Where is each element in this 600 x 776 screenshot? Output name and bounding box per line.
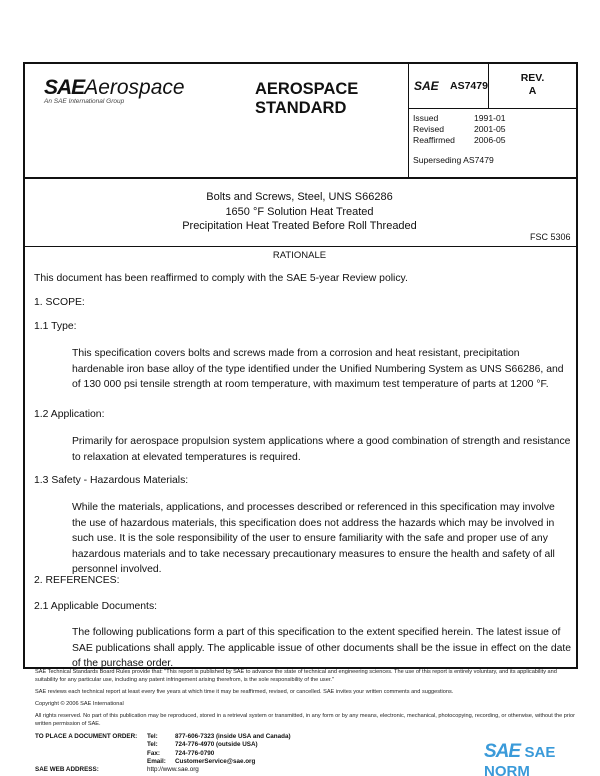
- doc-number: AS7479: [450, 80, 488, 92]
- web-label: SAE WEB ADDRESS:: [35, 766, 99, 773]
- document-title: [23, 190, 576, 234]
- sae-aerospace-logo: [44, 76, 185, 105]
- doc-type: [255, 80, 358, 118]
- section-heading: 2.1 Applicable Documents:: [34, 601, 158, 612]
- divider: [408, 62, 409, 178]
- contact-value: 724-776-0790: [175, 749, 215, 757]
- contact-list: [147, 733, 291, 766]
- date-value: 2006-05: [474, 135, 506, 145]
- rationale-heading: RATIONALE: [272, 250, 327, 261]
- logo-tagline: An SAE International Group: [44, 98, 125, 105]
- doc-type-line: STANDARD: [255, 99, 347, 117]
- superseding: Superseding AS7479: [413, 155, 494, 165]
- watermark-sae: SAE: [484, 741, 521, 762]
- contact-value: 877-606-7323 (inside USA and Canada): [175, 733, 291, 740]
- doc-type-line: AEROSPACE: [255, 80, 359, 98]
- contact-label[interactable]: Email:: [147, 757, 166, 765]
- footer-rules: SAE Technical Standards Board Rules provide that: "This report is published by SAE to advance the state of technical and engineering sciences. The use of this report is entirely voluntary, and its applicability and suitability for any particular use, including any patent infringement arising therefrom, is the sole responsibility of the user.": [35, 669, 557, 683]
- contact-label: Tel:: [147, 733, 158, 740]
- section-heading: 1.1 Type:: [34, 321, 77, 332]
- contact-value: 724-776-4970 (outside USA): [175, 741, 258, 749]
- footer-rights: All rights reserved. No part of this publication may be reproduced, stored in a retrieval system or transmitted, in any form or by any means, electronic, mechanical, photocopying, recording, or otherwise, without the prior written permission of SAE.: [35, 713, 575, 727]
- date-label: Issued: [413, 113, 439, 123]
- date-value: 2001-05: [474, 124, 506, 134]
- logo-aerospace: Aerospace: [84, 76, 185, 99]
- order-label: TO PLACE A DOCUMENT ORDER:: [35, 733, 138, 740]
- date-label: Revised: [413, 124, 445, 134]
- section-paragraph: This specification covers bolts and screws made from a corrosion and heat resistant, precipitation hardenable iron base alloy of the type identified under the Unified Numbering System as UNS S66286, and of 130 000 psi tensile strength at room temperature, with maximum test temperature of parts at 1200 °F.: [72, 348, 564, 391]
- watermark-text: SAE NORM: [484, 744, 556, 776]
- rev-label: REV.: [520, 72, 545, 84]
- title-line: 1650 °F Solution Heat Treated: [225, 205, 374, 218]
- contact-label: Tel:: [147, 741, 158, 749]
- footer-copyright: Copyright © 2006 SAE International: [35, 701, 124, 707]
- revision: [489, 72, 576, 98]
- web-link[interactable]: http://www.sae.org: [147, 766, 199, 773]
- section-heading: 1.2 Application:: [34, 409, 105, 420]
- section-heading: 1. SCOPE:: [34, 297, 85, 308]
- divider: [23, 246, 576, 247]
- section-heading: 2. REFERENCES:: [34, 575, 120, 586]
- dates-block: [413, 113, 506, 166]
- rationale-text: This document has been reaffirmed to comply with the SAE 5-year Review policy.: [34, 273, 408, 284]
- email-link[interactable]: CustomerService@sae.org: [175, 757, 256, 765]
- date-label: Reaffirmed: [413, 135, 455, 145]
- date-value: 1991-01: [474, 113, 506, 123]
- sae-norm-watermark: [484, 741, 600, 776]
- logo-sae: SAE: [44, 76, 85, 99]
- fsc-code: FSC 5306: [530, 232, 571, 242]
- section-paragraph: Primarily for aerospace propulsion system applications where a good combination of strength and resistance to relaxation at elevated temperatures is required.: [72, 436, 571, 463]
- title-line: Bolts and Screws, Steel, UNS S66286: [206, 191, 393, 203]
- contact-label: Fax:: [147, 749, 160, 757]
- footer-review: SAE reviews each technical report at least every five years at which time it may be reaffirmed, revised, or cancelled. SAE invites your written comments and suggestions.: [35, 689, 454, 695]
- divider: [408, 108, 576, 109]
- section-paragraph: The following publications form a part of this specification to the extent specified herein. The latest issue of SAE publications shall apply. The applicable issue of other documents shall be the issue in effect on the date of the purchase order.: [72, 627, 572, 670]
- divider: [23, 177, 576, 179]
- sae-mark: SAE: [414, 79, 439, 93]
- title-line: Precipitation Heat Treated Before Roll Threaded: [182, 220, 417, 232]
- rev-value: A: [528, 85, 537, 97]
- section-heading: 1.3 Safety - Hazardous Materials:: [34, 475, 189, 486]
- section-paragraph: While the materials, applications, and processes described or referenced in this specification may involve the use of hazardous materials, this specification does not address the hazards which may be involved in such use. It is the sole responsibility of the user to ensure familiarity with the safe and proper use of any hazardous materials and to take necessary precautionary measures to ensure the health and safety of all personnel involved.: [72, 502, 555, 576]
